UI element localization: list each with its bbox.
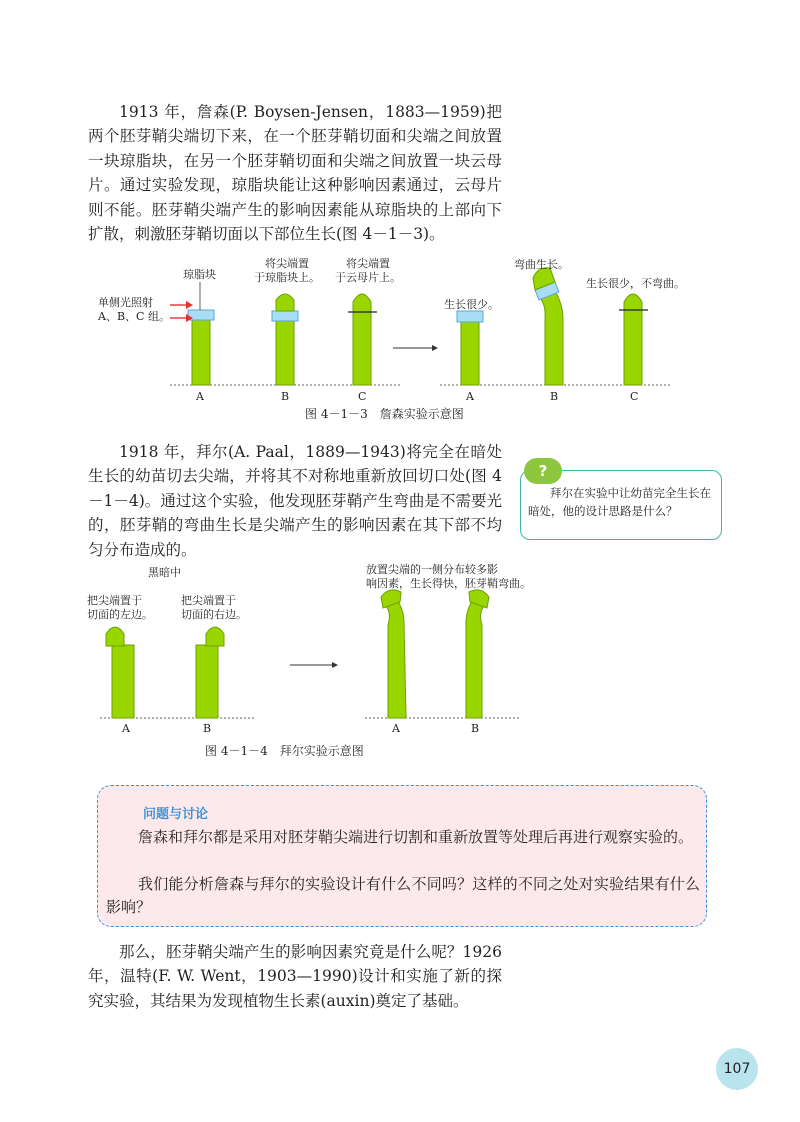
page-number: 107 <box>716 1048 758 1090</box>
discussion-question-1: 詹森和拜尔都是采用对胚芽鞘尖端进行切割和重新放置等处理后再进行观察实验的。 <box>138 828 694 846</box>
dark-label: 黑暗中 <box>148 566 181 579</box>
b-result-label: 弯曲生长。 <box>514 258 569 271</box>
figure-caption: 图 4－1－4 拜尔实验示意图 <box>205 744 364 758</box>
seedling-stem <box>196 645 218 718</box>
result-label: 放置尖端的一侧分布较多影 响因素，生长得快，胚芽鞘弯曲。 <box>366 563 531 590</box>
letter-c: C <box>358 390 367 403</box>
question-icon: ? <box>524 458 562 484</box>
discussion-title: 问题与讨论 <box>143 807 209 822</box>
seedling-stem <box>112 645 134 718</box>
seedling-tip <box>106 627 124 646</box>
c-result-label: 生长很少，不弯曲。 <box>586 277 685 290</box>
letter-c: C <box>630 390 639 403</box>
letter-a: A <box>122 722 130 735</box>
paragraph-went: 那么，胚芽鞘尖端产生的影响因素究竟是什么呢？1926 年，温特(F. W. Went，1903—1990)设计和实施了新的探究实验，其结果为发现植物生长素(auxin)奠定了基础。 <box>88 943 502 1010</box>
process-arrow-head <box>332 662 338 668</box>
letter-a: A <box>466 390 474 403</box>
b-setup-label: 把尖端置于 切面的右边。 <box>181 594 247 621</box>
seedling-stem <box>466 598 485 718</box>
a-setup-label: 把尖端置于 切面的左边。 <box>87 594 153 621</box>
discussion-question-2: 我们能分析詹森与拜尔的实验设计有什么不同吗？这样的不同之处对实验结果有什么影响？ <box>106 875 700 916</box>
letter-a: A <box>196 390 204 403</box>
c-setup-label: 将尖端置 于云母片上。 <box>335 257 401 284</box>
paragraph-boysen-jensen: 1913 年，詹森(P. Boysen-Jensen，1883—1959)把两个胚芽鞘尖端切下来，在一个胚芽鞘切面和尖端之间放置一块琼脂块，在另一个胚芽鞘切面和尖端之间放置一块云母片。通过实验发现，琼脂块能让这种影响因素通过，云母片则不能。胚芽鞘尖端产生的影响因素能从琼脂块的上部向下扩散，刺激胚芽鞘切面以下部位生长(图 4－1－3)。 <box>88 103 502 244</box>
letter-b: B <box>203 722 212 735</box>
seedling-stem <box>385 598 406 718</box>
letter-b: B <box>550 390 559 403</box>
tip-text: 拜尔在实验中让幼苗完全生长在暗处，他的设计思路是什么？ <box>528 486 711 518</box>
letter-b: B <box>471 722 480 735</box>
paragraph-paal: 1918 年，拜尔(A. Paal，1889—1943)将完全在暗处生长的幼苗切去尖端，并将其不对称地重新放回切口处(图 4－1－4)。通过这个实验，他发现胚芽鞘产生弯曲是不需要光的，胚芽鞘的弯曲生长是尖端产生的影响因素在其下部不均匀分布造成的。 <box>88 443 502 559</box>
letter-b: B <box>281 390 290 403</box>
agar-label: 琼脂块 <box>183 268 216 281</box>
figure-caption: 图 4－1－3 詹森实验示意图 <box>305 407 464 421</box>
seedling-tip <box>206 627 224 646</box>
a-result-label: 生长很少。 <box>444 298 499 311</box>
letter-a: A <box>392 722 400 735</box>
b-setup-label: 将尖端置 于琼脂块上。 <box>254 257 320 284</box>
light-label: 单侧光照射 A、B、C 组。 <box>98 296 170 323</box>
